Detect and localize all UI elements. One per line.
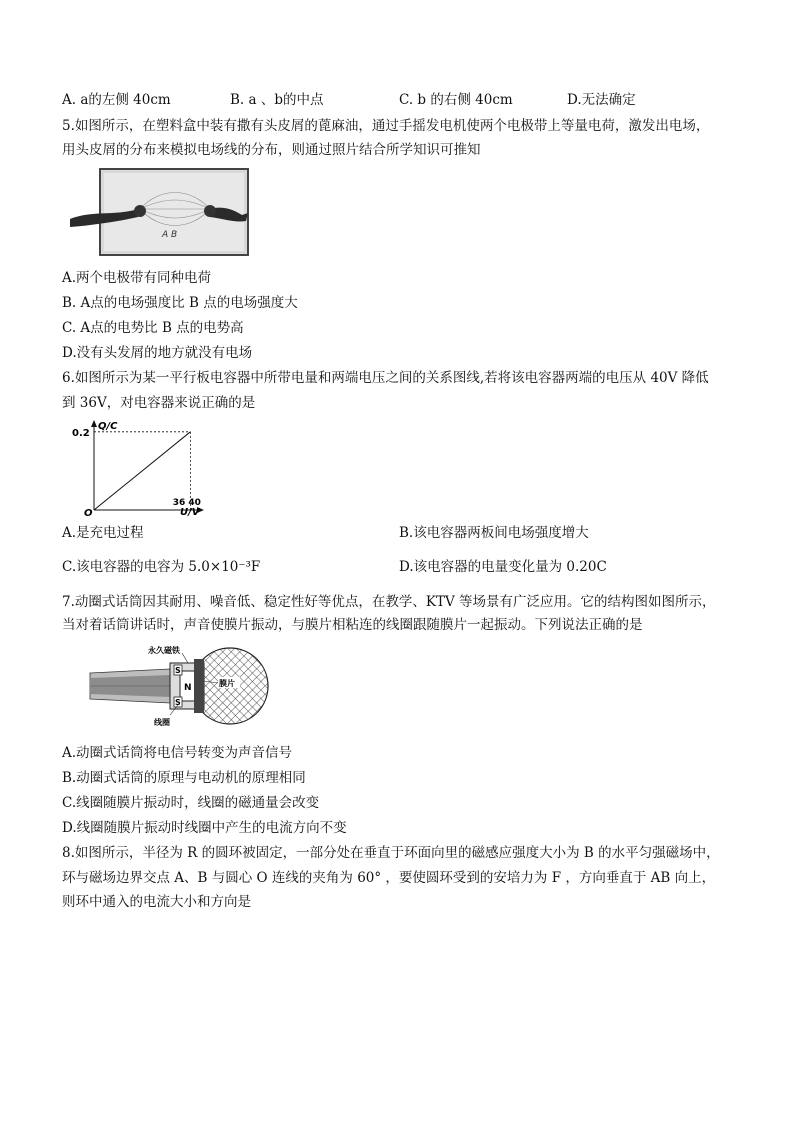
chart-y-arrow xyxy=(91,420,97,427)
q7-label-s-top: S xyxy=(175,666,181,675)
q6-option-b: B.该电容器两板间电场强度增大 xyxy=(399,525,589,541)
q5-stem-line1: 5.如图所示，在塑料盒中装有撒有头皮屑的蓖麻油，通过手摇发电机使两个电极带上等量电荷，激发出电场， xyxy=(62,118,710,134)
q8-stem-line1: 8.如图所示，半径为 R 的圆环被固定，一部分处在垂直于环面向里的磁感应强度大小为 B 的水平匀强磁场中， xyxy=(62,845,720,861)
q7-label-membrane: 膜片 xyxy=(219,679,235,688)
q7-stem-line2: 当对着话筒讲话时，声音使膜片振动，与膜片相粘连的线圈跟随膜片一起振动。下列说法正确的是 xyxy=(62,617,643,633)
q7-stem-line1: 7.动圈式话筒因其耐用、噪音低、稳定性好等优点，在教学、KTV 等场景有广泛应用。它的结构图如图所示， xyxy=(62,594,716,610)
q7-option-a: A.动圈式话筒将电信号转变为声音信号 xyxy=(62,745,293,761)
prev-option-a: A. a的左侧 40cm xyxy=(62,92,171,108)
chart-y-tick: 0.2 xyxy=(72,427,90,439)
q7-label-s-bottom: S xyxy=(175,698,181,707)
q5-option-b: B. A点的电场强度比 B 点的电场强度大 xyxy=(62,295,298,311)
q7-label-magnet: 永久磁铁 xyxy=(148,646,180,655)
q6-stem-line2: 到 36V，对电容器来说正确的是 xyxy=(62,395,256,411)
chart-x-tick-40: 40 xyxy=(188,498,201,508)
chart-y-label: Q/C xyxy=(98,421,118,432)
prev-option-b: B. a 、b的中点 xyxy=(230,92,324,108)
prev-option-c: C. b 的右侧 40cm xyxy=(399,92,513,108)
q5-photo xyxy=(70,167,250,259)
q6-stem-line1: 6.如图所示为某一平行板电容器中所带电量和两端电压之间的关系图线,若将该电容器两端的电压从 40V 降低 xyxy=(62,370,709,386)
q5-photo-label: A B xyxy=(162,230,178,240)
prev-option-d: D.无法确定 xyxy=(567,92,636,108)
q5-stem-line2: 用头皮屑的分布来模拟电场线的分布，则通过照片结合所学知识可推知 xyxy=(62,142,481,158)
q5-option-a: A.两个电极带有同种电荷 xyxy=(62,270,212,286)
q8-stem-line2: 环与磁场边界交点 A、B 与圆心 O 连线的夹角为 60° ，要使圆环受到的安培力为 F ，方向垂直于 AB 向上， xyxy=(62,870,716,886)
q7-label-n: N xyxy=(184,683,192,693)
q5-option-d: D.没有头发屑的地方就没有电场 xyxy=(62,345,253,361)
chart-origin-label: O xyxy=(84,508,93,518)
q6-option-c: C.该电容器的电容为 5.0×10⁻³F xyxy=(62,559,261,575)
q5-option-c: C. A点的电势比 B 点的电势高 xyxy=(62,320,244,336)
q6-option-a: A.是充电过程 xyxy=(62,525,144,541)
q7-option-b: B.动圈式话筒的原理与电动机的原理相同 xyxy=(62,770,306,786)
q7-microphone-figure xyxy=(70,643,270,731)
q7-option-d: D.线圈随膜片振动时线圈中产生的电流方向不变 xyxy=(62,820,347,836)
q7-label-coil: 线圈 xyxy=(154,718,170,727)
chart-x-label: U/V xyxy=(180,507,200,518)
q6-option-d: D.该电容器的电量变化量为 0.20C xyxy=(399,559,607,575)
chart-x-tick-36: 36 xyxy=(172,498,186,508)
q7-option-c: C.线圈随膜片振动时，线圈的磁通量会改变 xyxy=(62,795,320,811)
q8-stem-line3: 则环中通入的电流大小和方向是 xyxy=(62,894,251,910)
q6-qu-chart xyxy=(62,418,212,518)
